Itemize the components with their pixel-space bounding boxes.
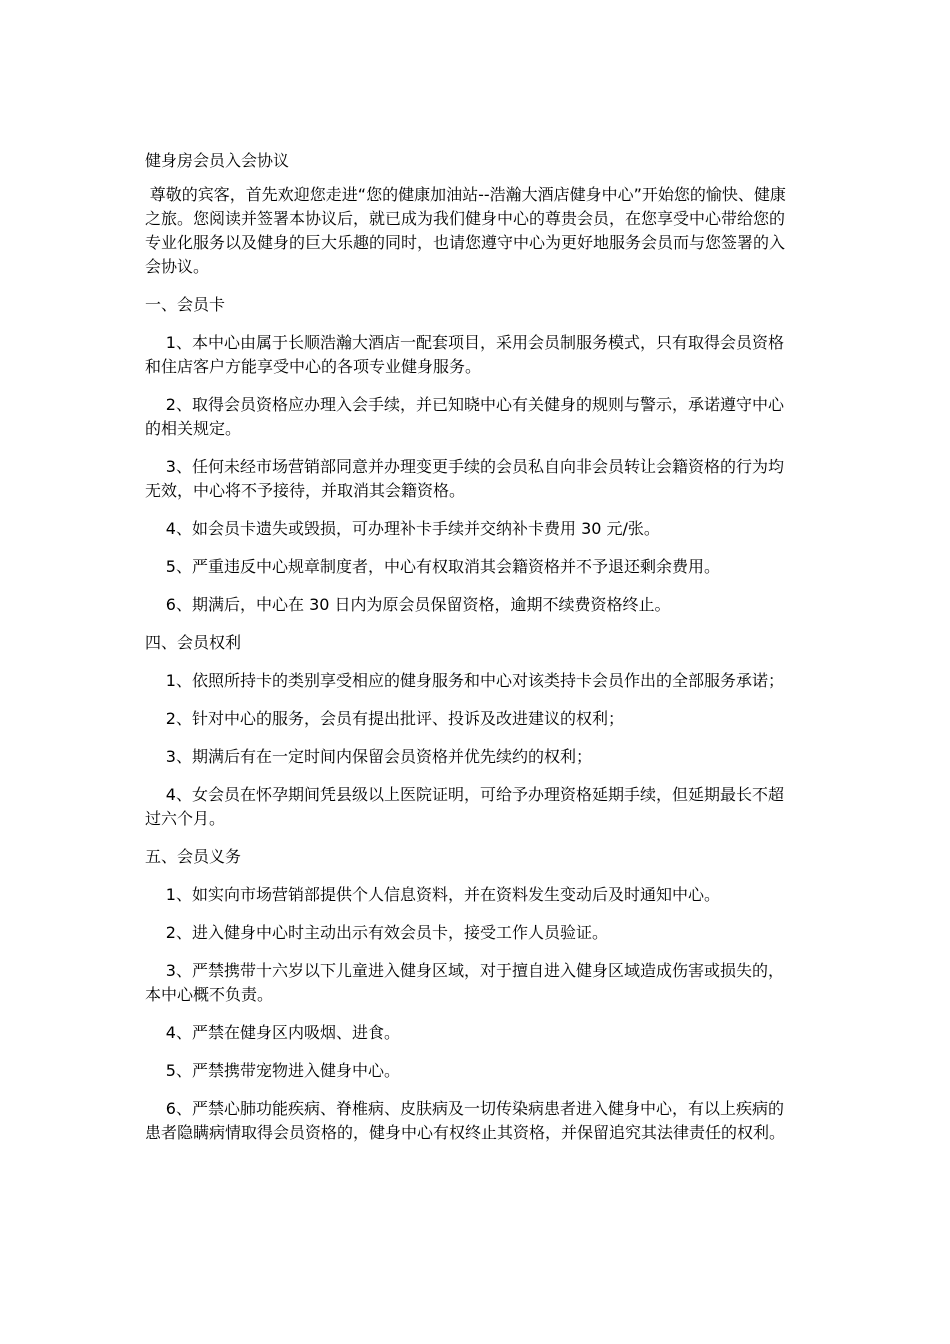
document-page: [145, 149, 795, 1145]
clause-card-2: 2、取得会员资格应办理入会手续，并已知晓中心有关健身的规则与警示，承诺遵守中心的相关规定。: [145, 395, 784, 438]
clause-duties-1: 1、如实向市场营销部提供个人信息资料，并在资料发生变动后及时通知中心。: [165, 885, 720, 904]
clause-rights-2: 2、针对中心的服务，会员有提出批评、投诉及改进建议的权利；: [165, 709, 624, 728]
document-title: 健身房会员入会协议: [145, 151, 290, 170]
section-heading-member-rights: 四、会员权利: [145, 633, 242, 652]
section-heading-member-duties: 五、会员义务: [145, 847, 242, 866]
clause-card-5: 5、严重违反中心规章制度者，中心有权取消其会籍资格并不予退还剩余费用。: [165, 557, 720, 576]
clause-duties-5: 5、严禁携带宠物进入健身中心。: [165, 1061, 400, 1080]
clause-card-1: 1、本中心由属于长顺浩瀚大酒店一配套项目，采用会员制服务模式，只有取得会员资格和住店客户方能享受中心的各项专业健身服务。: [145, 333, 784, 376]
clause-rights-4: 4、女会员在怀孕期间凭县级以上医院证明，可给予办理资格延期手续，但延期最长不超过六个月。: [145, 785, 784, 828]
clause-duties-4: 4、严禁在健身区内吸烟、进食。: [165, 1023, 400, 1042]
clause-card-6: 6、期满后，中心在 30 日内为原会员保留资格，逾期不续费资格终止。: [165, 595, 671, 614]
clause-card-4: 4、如会员卡遗失或毁损，可办理补卡手续并交纳补卡费用 30 元/张。: [165, 519, 660, 538]
intro-paragraph: 尊敬的宾客，首先欢迎您走进“您的健康加油站--浩瀚大酒店健身中心”开始您的愉快、健康之旅。您阅读并签署本协议后，就已成为我们健身中心的尊贵会员，在您享受中心带给您的专业化服务以及健身的巨大乐趣的同时，也请您遵守中心为更好地服务会员而与您签署的入会协议。: [145, 185, 786, 276]
clause-rights-1: 1、依照所持卡的类别享受相应的健身服务和中心对该类持卡会员作出的全部服务承诺；: [165, 671, 784, 690]
clause-rights-3: 3、期满后有在一定时间内保留会员资格并优先续约的权利；: [165, 747, 592, 766]
clause-card-3: 3、任何未经市场营销部同意并办理变更手续的会员私自向非会员转让会籍资格的行为均无效，中心将不予接待，并取消其会籍资格。: [145, 457, 784, 500]
clause-duties-6: 6、严禁心肺功能疾病、脊椎病、皮肤病及一切传染病患者进入健身中心，有以上疾病的患者隐瞒病情取得会员资格的，健身中心有权终止其资格，并保留追究其法律责任的权利。: [145, 1099, 786, 1142]
clause-duties-3: 3、严禁携带十六岁以下儿童进入健身区域，对于擅自进入健身区域造成伤害或损失的，本中心概不负责。: [145, 961, 784, 1004]
section-heading-membership-card: 一、会员卡: [145, 295, 226, 314]
clause-duties-2: 2、进入健身中心时主动出示有效会员卡，接受工作人员验证。: [165, 923, 608, 942]
